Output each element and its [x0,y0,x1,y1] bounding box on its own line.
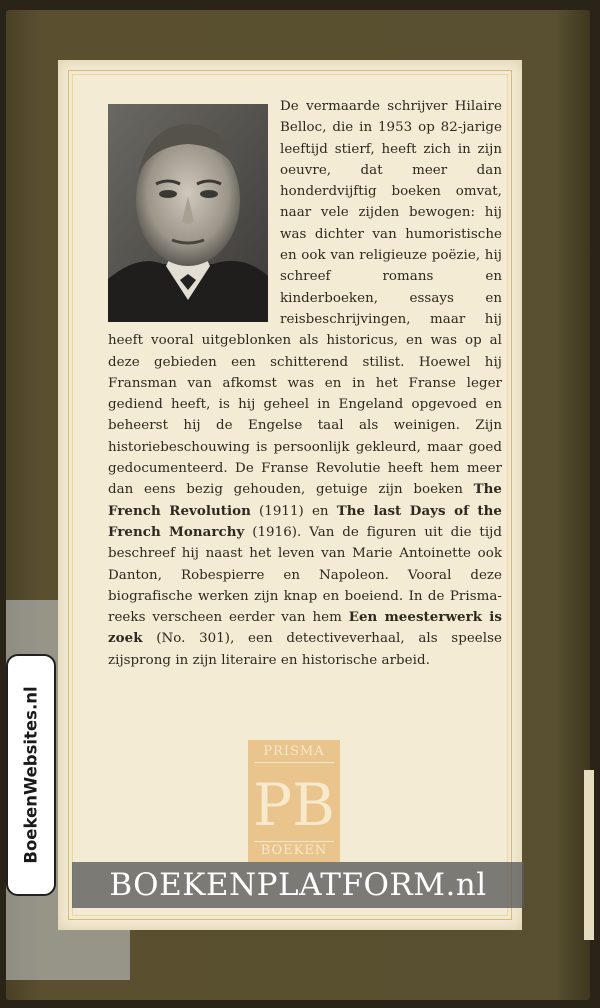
description-run: De vermaarde schrijver Hilaire Belloc, die in 1953 op 82-jarige leeftijd stierf, heeft zich in zijn oeuvre, dat meer dan honderdvijftig boeken omvat, naar vele zijden bewogen: hij was dichter van humoristische en ook van religieuze poëzie, hij schreef romans en kinderboeken, essays en reisbeschrijvingen, maar hij heeft vooral uitgeblonken als historicus, en was op al deze gebieden een schitterend stilist. Hoewel hij Fransman van afkomst was en in het Franse leger gediend heeft, is hij geheel in Engeland opgevoed en beheerst hij de Engelse taal als weinigen. Zijn historiebeschouwing is persoonlijk gekleurd, maar goed gedocumenteerd. De Franse Revolutie heeft hem meer dan eens bezig gehouden, getuige zijn boeken [108,99,502,498]
boekenwebsites-badge[interactable] [6,654,56,896]
badge-label: BoekenWebsites.nl [21,686,41,864]
blurb-panel [58,60,522,930]
boekenplatform-watermark: BOEKENPLATFORM.nl [72,862,524,908]
description-run: (1916). Van de figuren uit die tijd beschreef hij naast het leven van Marie Antoinette ook Danton, Robespierre en Napoleon. Vooral deze biografische werken zijn knap en boeiend. In de Prisma-reeks verscheen eerder van hem [108,524,503,626]
logo-top-text: PRISMA [263,744,325,759]
pb-monogram-icon [254,763,334,841]
author-portrait [108,104,268,322]
logo-monogram: PB [254,771,334,839]
prisma-boeken-logo [248,740,340,862]
book-title-bold: Een meesterwerk is zoek [108,609,503,647]
description-run: (No. 301), een detectiveverhaal, als speelse zijsprong in zijn literaire en historische arbeid. [108,631,502,668]
book-title-bold: The French Revolution [108,481,502,519]
description-run: (1911) en [250,503,337,519]
book-title-bold: The last Days of the French Monarchy [108,502,502,540]
page-edge-strip [584,770,594,940]
logo-bottom-text: BOEKEN [260,843,328,858]
portrait-image [108,104,268,322]
